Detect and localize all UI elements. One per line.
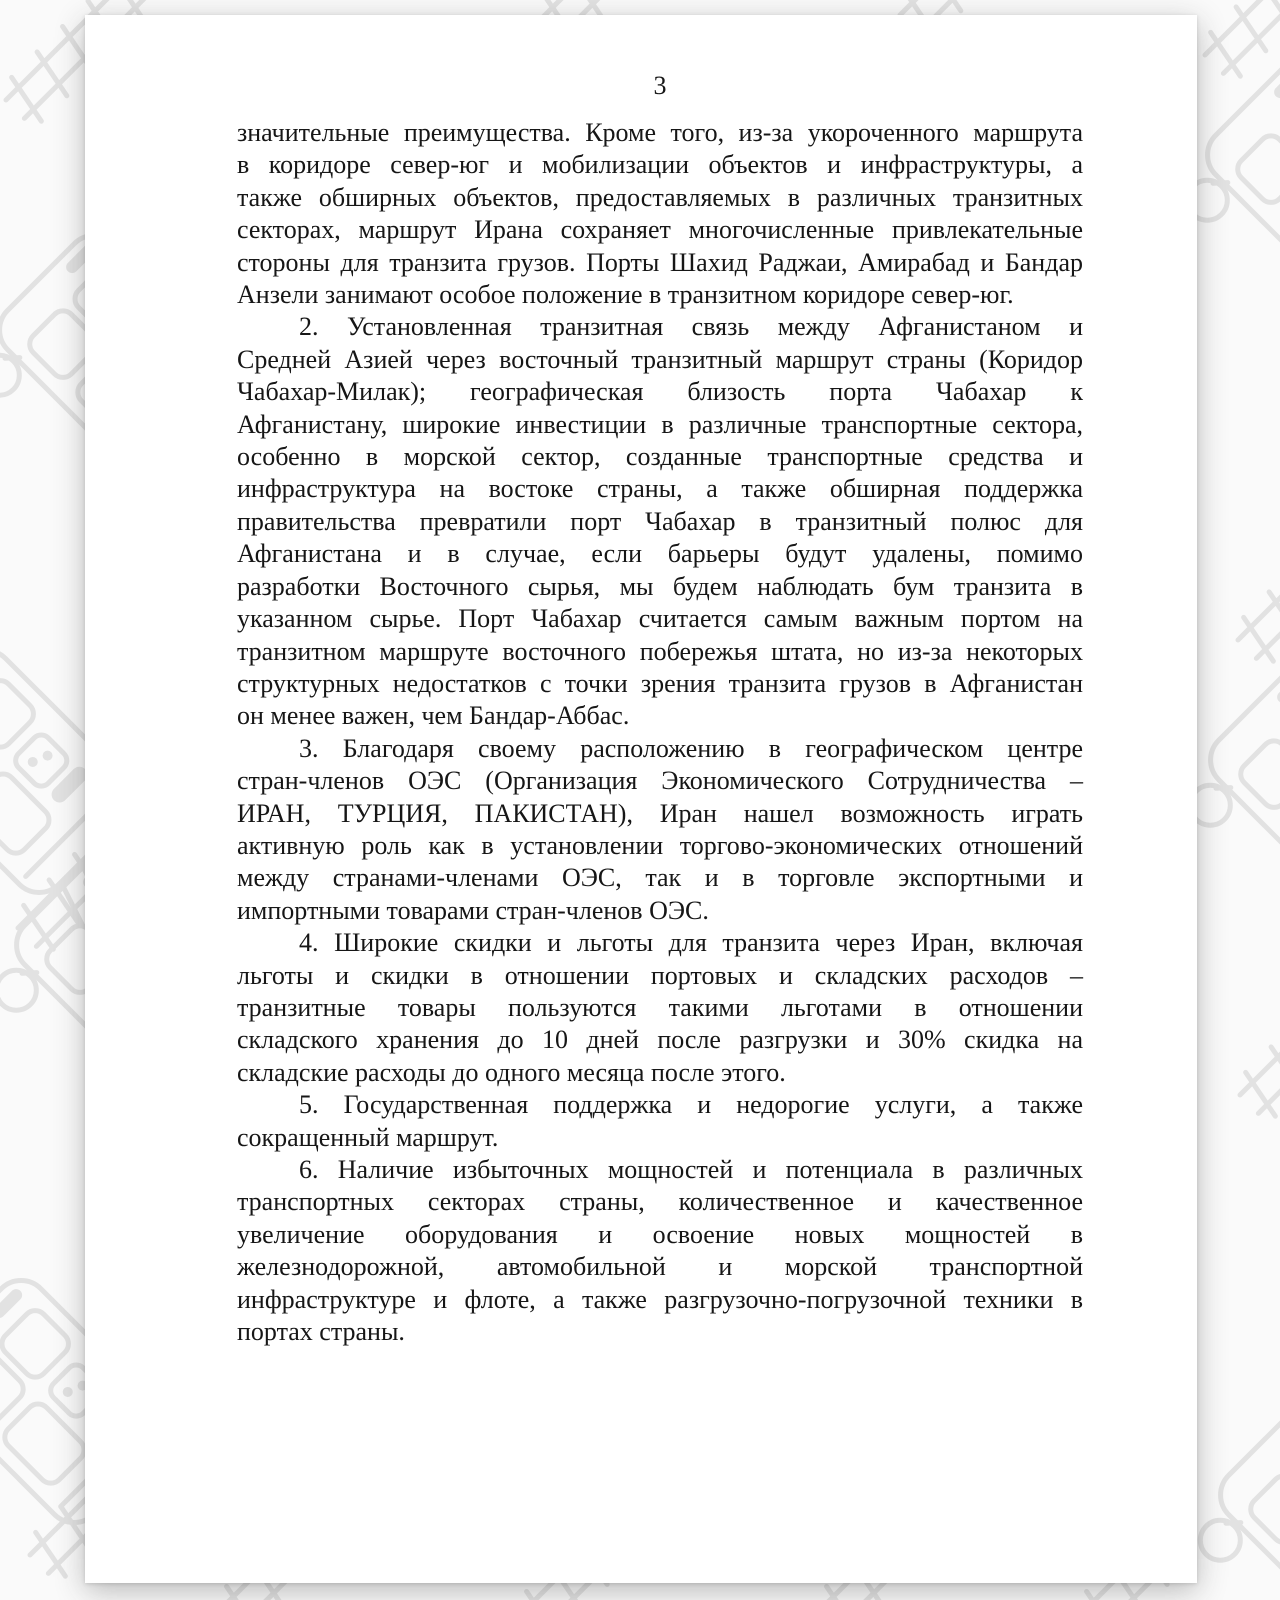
text-line: железнодорожной, автомобильной и морской транспортной bbox=[237, 1252, 1083, 1282]
text-line: стороны для транзита грузов. Порты Шахид Раджаи, Амирабад и Бандар bbox=[237, 247, 1083, 277]
document-page bbox=[85, 15, 1197, 1583]
text-line: секторах, маршрут Ирана сохраняет многочисленные привлекательные bbox=[237, 215, 1083, 245]
text-line: 4. Широкие скидки и льготы для транзита через Иран, включая bbox=[299, 928, 1083, 958]
text-line: Афганистану, широкие инвестиции в различные транспортные сектора, bbox=[237, 409, 1083, 439]
text-line: сокращенный маршрут. bbox=[237, 1122, 499, 1152]
text-line: транзитном маршруте восточного побережья штата, но из-за некоторых bbox=[237, 636, 1083, 666]
page-number: 3 bbox=[653, 71, 667, 100]
text-line: Анзели занимают особое положение в транзитном коридоре север-юг. bbox=[237, 280, 1014, 310]
text-line: импортными товарами стран-членов ОЭС. bbox=[237, 895, 709, 925]
text-line: 2. Установленная транзитная связь между Афганистаном и bbox=[299, 312, 1083, 342]
paragraph bbox=[237, 1089, 1083, 1154]
text-line: также обширных объектов, предоставляемых в различных транзитных bbox=[237, 182, 1083, 212]
paragraph bbox=[237, 117, 1083, 311]
text-line: Чабахар-Милак); географическая близость порта Чабахар к bbox=[237, 377, 1083, 407]
text-line: складские расходы до одного месяца после этого. bbox=[237, 1057, 786, 1087]
track-icon bbox=[1197, 0, 1280, 83]
text-line: транспортных секторах страны, количественное и качественное bbox=[237, 1187, 1083, 1217]
text-line: указанном сырье. Порт Чабахар считается самым важным портом на bbox=[237, 604, 1083, 634]
text-line: стран-членов ОЭС (Организация Экономического Сотрудничества – bbox=[237, 766, 1083, 796]
text-line: Афганистана и в случае, если барьеры будут удалены, помимо bbox=[237, 539, 1083, 569]
text-line: структурных недостатков с точки зрения транзита грузов в Афганистан bbox=[237, 668, 1083, 698]
document-body bbox=[237, 117, 1083, 1348]
text-line: инфраструктура на востоке страны, а также обширная поддержка bbox=[237, 474, 1083, 504]
text-line: между странами-членами ОЭС, так и в торговле экспортными и bbox=[237, 863, 1083, 893]
track-icon bbox=[1230, 511, 1280, 668]
text-line: 3. Благодаря своему расположению в географическом центре bbox=[299, 733, 1083, 763]
paragraph bbox=[237, 311, 1083, 732]
text-line: льготы и скидки в отношении портовых и складских расходов – bbox=[237, 960, 1083, 990]
text-line: активную роль как в установлении торгово-экономических отношений bbox=[237, 830, 1083, 860]
text-line: ИРАН, ТУРЦИЯ, ПАКИСТАН), Иран нашел возможность играть bbox=[237, 798, 1083, 828]
text-line: инфраструктуре и флоте, а также разгрузочно-погрузочной техники в bbox=[237, 1284, 1083, 1314]
paragraph bbox=[237, 927, 1083, 1089]
text-line: 5. Государственная поддержка и недорогие услуги, а также bbox=[299, 1090, 1083, 1120]
paragraph bbox=[237, 1154, 1083, 1348]
paragraph bbox=[237, 733, 1083, 927]
text-line: Средней Азией через восточный транзитный маршрут страны (Коридор bbox=[237, 344, 1083, 374]
text-line: увеличение оборудования и освоение новых мощностей в bbox=[237, 1219, 1083, 1249]
text-line: складского хранения до 10 дней после разгрузки и 30% скидка на bbox=[237, 1025, 1083, 1055]
text-line: транзитные товары пользуются такими льготами в отношении bbox=[237, 992, 1083, 1022]
text-line: портах страны. bbox=[237, 1317, 405, 1347]
text-line: правительства превратили порт Чабахар в транзитный полюс для bbox=[237, 506, 1083, 536]
text-line: 6. Наличие избыточных мощностей и потенциала в различных bbox=[299, 1155, 1083, 1184]
text-line: разработки Восточного сырья, мы будем наблюдать бум транзита в bbox=[237, 571, 1083, 601]
text-line: значительные преимущества. Кроме того, из-за укороченного маршрута bbox=[237, 118, 1083, 147]
text-line: он менее важен, чем Бандар-Аббас. bbox=[237, 701, 630, 731]
text-line: в коридоре север-юг и мобилизации объектов и инфраструктуры, а bbox=[237, 150, 1083, 180]
track-icon bbox=[1232, 966, 1280, 1123]
text-line: особенно в морской сектор, созданные транспортные средства и bbox=[237, 442, 1083, 472]
